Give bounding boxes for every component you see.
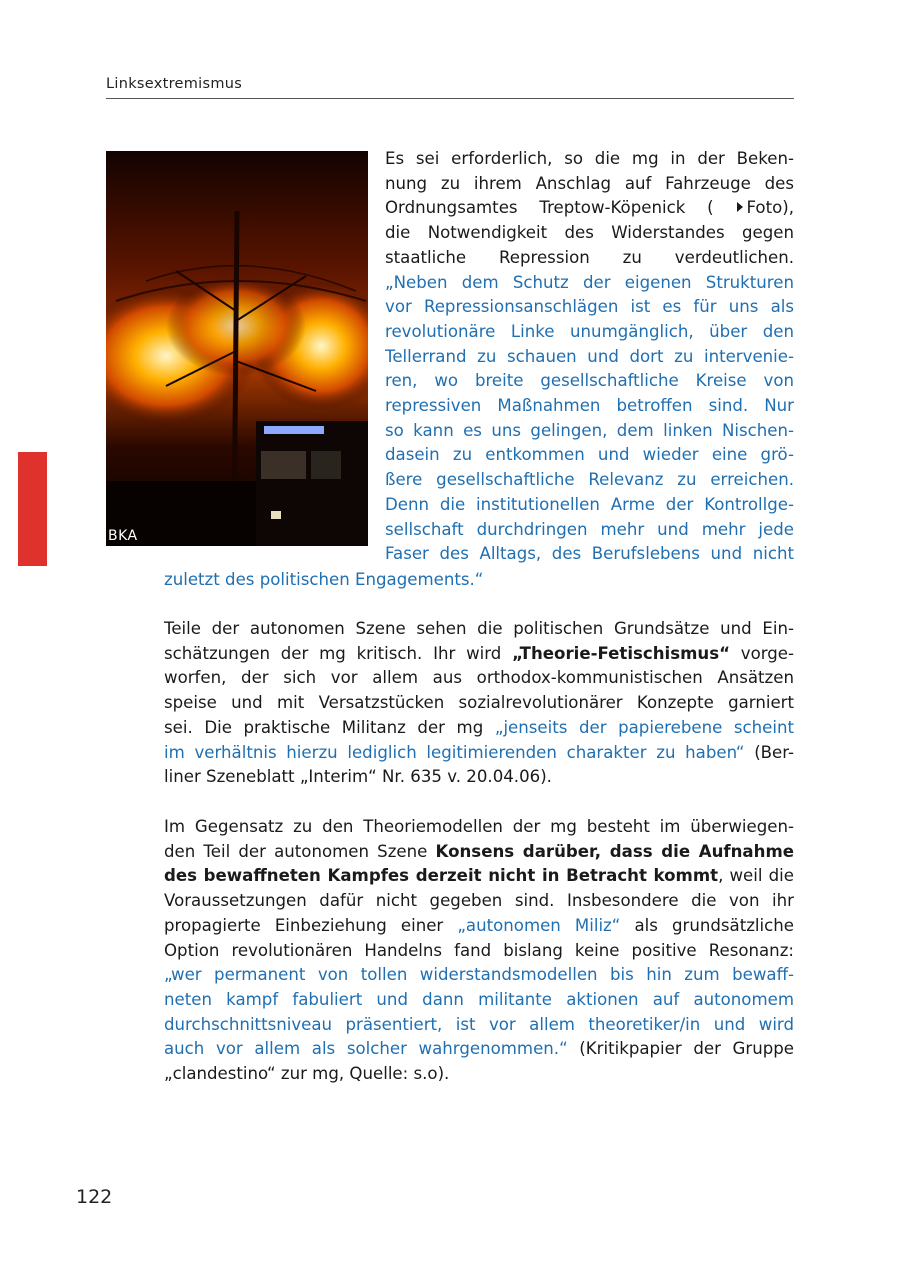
quote-line: ßere gesellschaftliche Relevanz zu erreichen. — [385, 470, 794, 490]
text-line: Option revolutionären Handelns fand bislang keine positive Resonanz: — [164, 940, 794, 960]
quote-line: Tellerrand zu schauen und dort zu intervenie- — [385, 346, 794, 366]
chapter-marker-tab — [18, 452, 47, 566]
text-line: staatliche Repression zu verdeutlichen. — [385, 247, 794, 267]
page-number: 122 — [76, 1186, 113, 1208]
paragraph-consensus — [164, 815, 794, 1087]
quote-line: Denn die institutionellen Arme der Kontrollge- — [385, 494, 794, 514]
text-line: speise und mit Versatzstücken sozialrevolutionärer Konzepte garniert — [164, 693, 794, 713]
text-line: liner Szeneblatt „Interim“ Nr. 635 v. 20.04.06). — [164, 767, 552, 787]
quote-line: dasein zu entkommen und wieder eine grö- — [385, 445, 794, 465]
paragraph-critique — [164, 617, 794, 790]
text-line: Teile der autonomen Szene sehen die politischen Grundsätze und Ein- — [164, 619, 794, 638]
quote-line: sellschaft durchdringen mehr und mehr jede — [385, 519, 794, 539]
quote-line: neten kampf fabuliert und dann militante aktionen auf autonomem — [164, 989, 794, 1009]
text-line: den Teil der autonomen Szene Konsens darüber, dass die Aufnahme — [164, 841, 794, 861]
quote-line: zuletzt des politischen Engagements.“ — [164, 570, 484, 589]
fire-photo — [106, 151, 368, 546]
running-header: Linksextremismus — [106, 76, 794, 99]
text-line: im verhältnis hierzu lediglich legitimierenden charakter zu haben“ (Ber- — [164, 742, 795, 762]
photo-credit: BKA — [108, 528, 138, 544]
arrow-right-icon — [737, 202, 743, 212]
text-line: propagierte Einbeziehung einer „autonomen Miliz“ als grundsätzliche — [164, 915, 794, 935]
text-line: Voraussetzungen dafür nicht gegeben sind. Insbesondere die von ihr — [164, 891, 794, 911]
text-line: Es sei erforderlich, so die mg in der Beken- — [385, 149, 794, 168]
text-line: sei. Die praktische Militanz der mg „jenseits der papierebene scheint — [164, 717, 794, 737]
quote-line: „wer permanent von tollen widerstandsmodellen bis hin zum bewaff- — [164, 965, 794, 985]
quote-line: revolutionäre Linke unumgänglich, über den — [385, 321, 794, 341]
quote-line: ren, wo breite gesellschaftliche Kreise von — [385, 371, 794, 391]
text-line: Ordnungsamtes Treptow-Köpenick ( Foto), — [385, 198, 794, 218]
text-line: „clandestino“ zur mg, Quelle: s.o). — [164, 1064, 450, 1084]
quote-line: „Neben dem Schutz der eigenen Strukturen — [385, 272, 794, 292]
quote-line: Faser des Alltags, des Berufslebens und nicht — [385, 544, 794, 564]
quote-line: vor Repressionsanschlägen ist es für uns als — [385, 297, 794, 317]
text-line: des bewaffneten Kampfes derzeit nicht in Betracht kommt, weil die — [164, 866, 794, 886]
quote-line: repressiven Maßnahmen betroffen sind. Nur — [385, 396, 794, 416]
quote-line: so kann es uns gelingen, dem linken Nischen- — [385, 420, 794, 440]
text-line: die Notwendigkeit des Widerstandes gegen — [385, 223, 794, 243]
quote-line: durchschnittsniveau präsentiert, ist vor allem theoretiker/in und wird — [164, 1014, 794, 1034]
intro-paragraph — [385, 147, 794, 567]
text-line: auch vor allem als solcher wahrgenommen.“ (Kritikpapier der Gruppe — [164, 1039, 794, 1059]
quote-ending — [164, 568, 794, 593]
text-line: schätzungen der mg kritisch. Ihr wird „Theorie-Fetischismus“ vorge- — [164, 643, 794, 663]
text-line: worfen, der sich vor allem aus orthodox-kommunistischen Ansätzen — [164, 668, 794, 688]
text-line: nung zu ihrem Anschlag auf Fahrzeuge des — [385, 173, 794, 193]
text-line: Im Gegensatz zu den Theoriemodellen der mg besteht im überwiegen- — [164, 817, 794, 836]
